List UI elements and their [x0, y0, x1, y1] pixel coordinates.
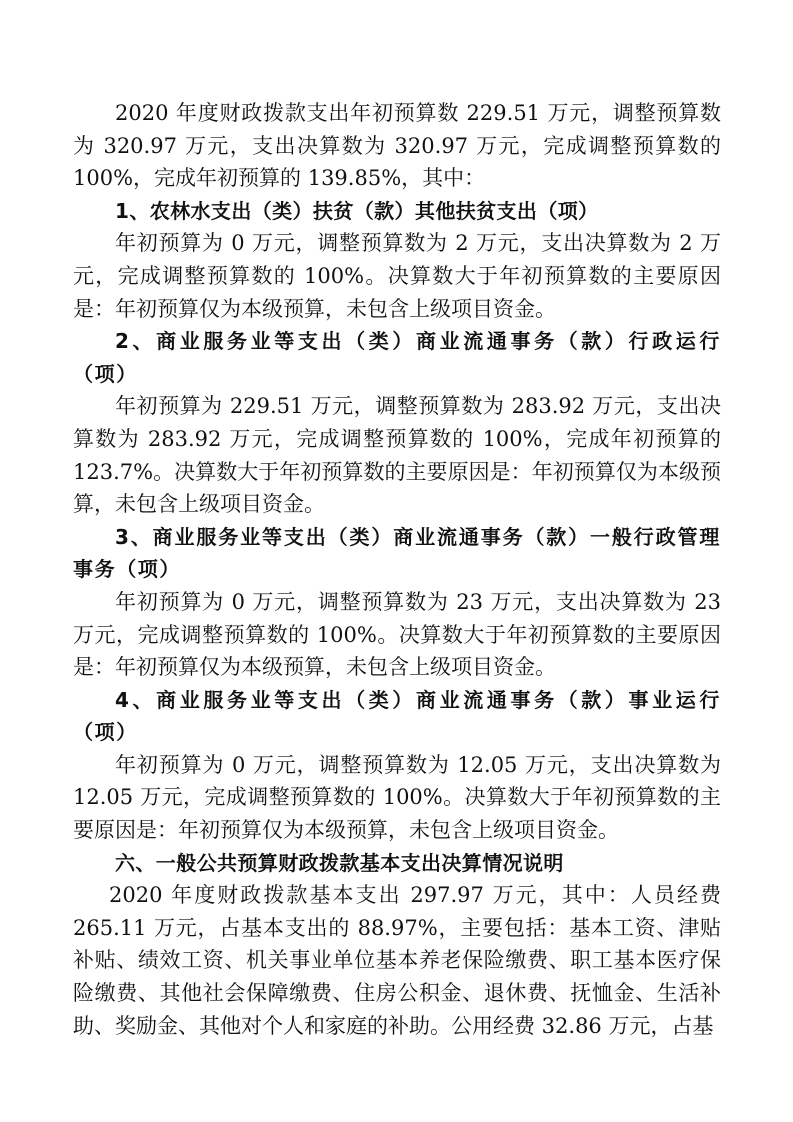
heading-item-4: 4、商业服务业等支出（类）商业流通事务（款）事业运行（项）: [73, 687, 721, 745]
heading-section-6: 六、一般公共预算财政拨款基本支出决算情况说明: [115, 850, 564, 875]
heading-item-1: 1、农林水支出（类）扶贫（款）其他扶贫支出（项）: [115, 198, 599, 223]
paragraph-budget-summary: 2020 年度财政拨款支出年初预算数 229.51 万元，调整预算数为 320.97 万元，支出决算数为 320.97 万元，完成调整预算数的 100%，完成年初预算的 139.85%，其中：: [73, 101, 721, 191]
heading-item-3: 3、商业服务业等支出（类）商业流通事务（款）一般行政管理事务（项）: [73, 524, 721, 582]
paragraph-basic-expenditure: 2020 年度财政拨款基本支出 297.97 万元，其中：人员经费 265.11 万元，占基本支出的 88.97%，主要包括：基本工资、津贴补贴、绩效工资、机关事业单位基本养老保险缴费、职工基本医疗保险缴费、其他社会保障缴费、住房公积金、退休费、抚恤金、生活补助、奖励金、其他对个人和家庭的补助。公用经费 32.86 万元，占基: [73, 883, 721, 1038]
paragraph-item-4: 年初预算为 0 万元，调整预算数为 12.05 万元，支出决算数为 12.05 万元，完成调整预算数的 100%。决算数大于年初预算数的主要原因是：年初预算仅为本级预算，未包含上级项目资金。: [73, 752, 721, 843]
paragraph-item-1: 年初预算为 0 万元，调整预算数为 2 万元，支出决算数为 2 万元，完成调整预算数的 100%。决算数大于年初预算数的主要原因是：年初预算仅为本级预算，未包含上级项目资金。: [73, 231, 721, 321]
document-page: [73, 97, 721, 1042]
paragraph-item-3: 年初预算为 0 万元，调整预算数为 23 万元，支出决算数为 23 万元，完成调整预算数的 100%。决算数大于年初预算数的主要原因是：年初预算仅为本级预算，未包含上级项目资金。: [73, 589, 721, 680]
heading-item-2: 2、商业服务业等支出（类）商业流通事务（款）行政运行（项）: [73, 329, 721, 386]
paragraph-item-2: 年初预算为 229.51 万元，调整预算数为 283.92 万元，支出决算数为 283.92 万元，完成调整预算数的 100%，完成年初预算的 123.7%。决算数大于年初预算数的主要原因是：年初预算仅为本级预算，未包含上级项目资金。: [73, 394, 721, 517]
